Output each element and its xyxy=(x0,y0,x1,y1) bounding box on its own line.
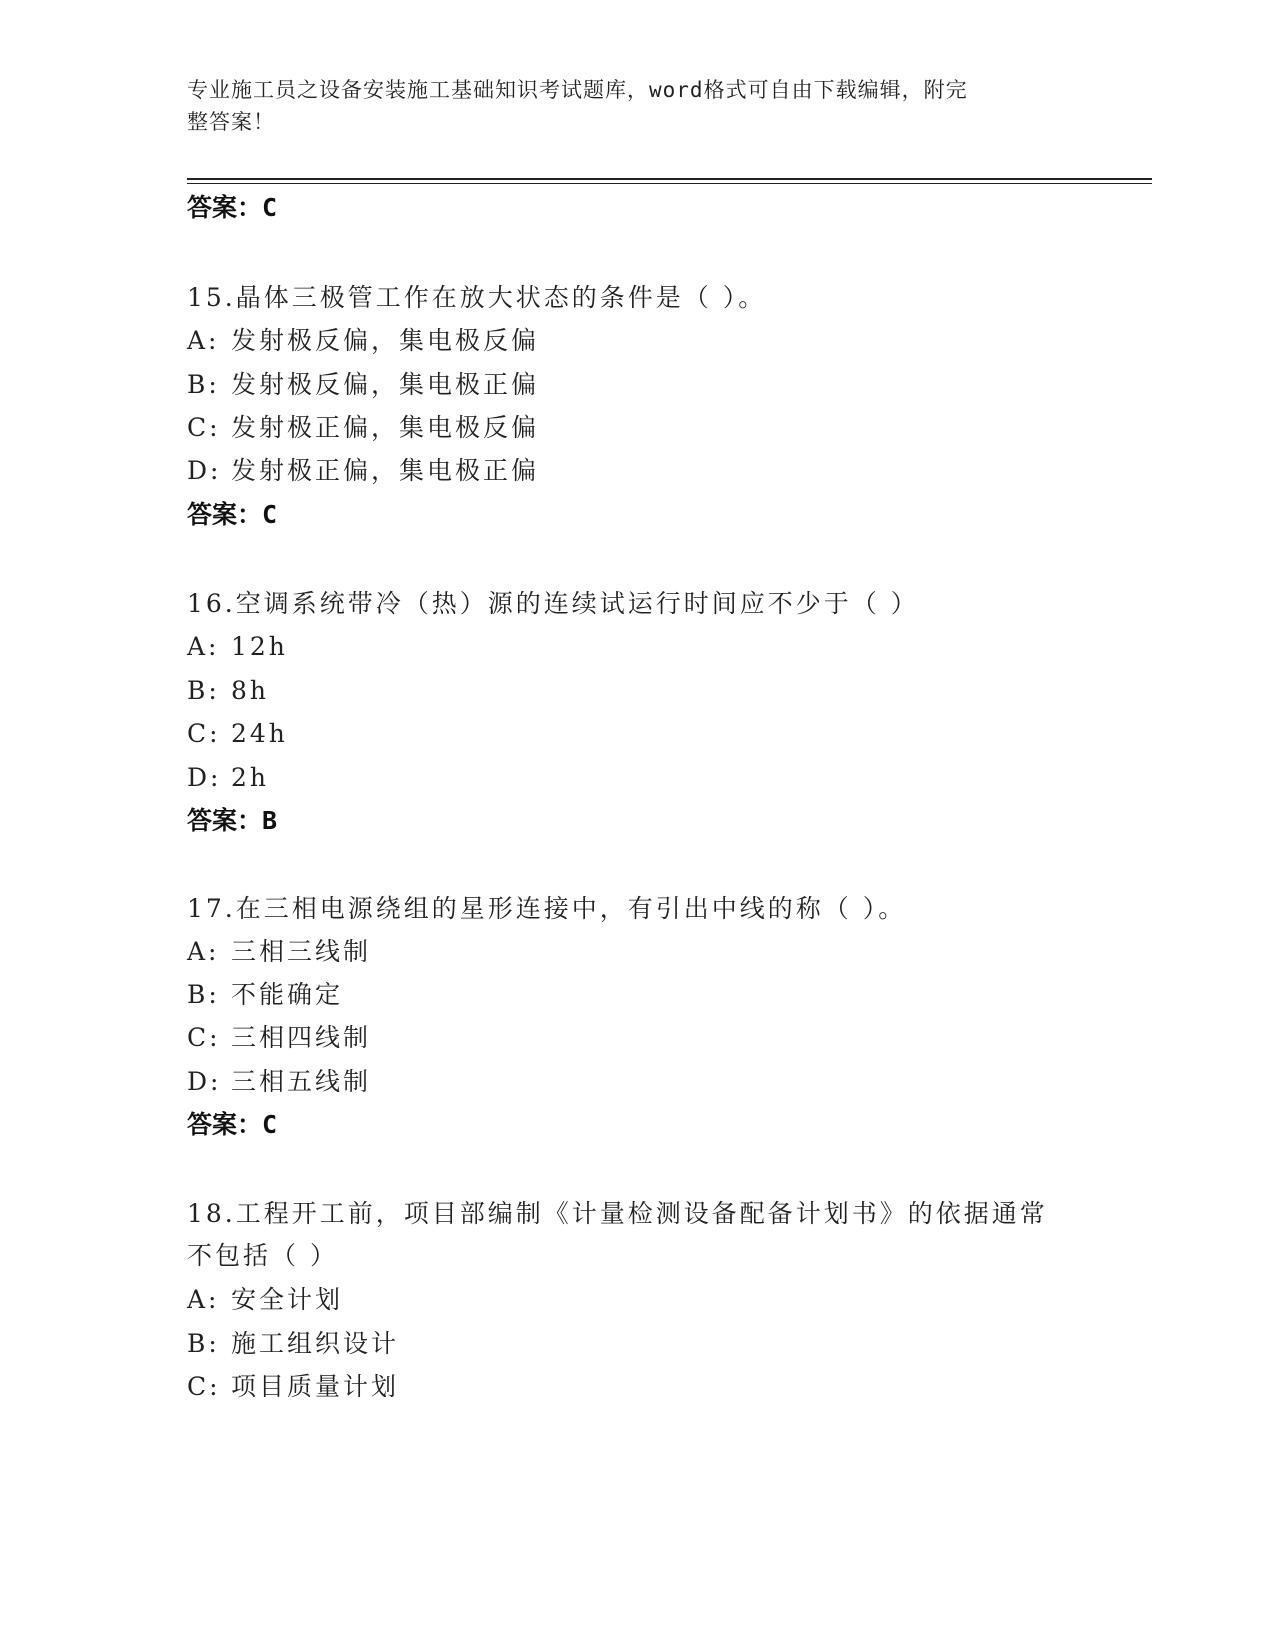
option-letter: D: xyxy=(187,763,222,792)
option-text: 三相三线制 xyxy=(231,937,372,966)
option-text: 发射极正偏，集电极正偏 xyxy=(231,456,540,485)
question-17-option-d xyxy=(187,1066,371,1098)
option-text: 安全计划 xyxy=(231,1285,344,1314)
option-letter: B: xyxy=(187,676,220,705)
option-text: 不能确定 xyxy=(231,980,344,1009)
header-line-1: 专业施工员之设备安装施工基础知识考试题库，word格式可自由下载编辑，附完 xyxy=(187,78,968,102)
header-line-2: 整答案！ xyxy=(187,110,275,134)
question-16-stem: 16.空调系统带冷（热）源的连续试运行时间应不少于（ ） xyxy=(187,589,919,618)
option-text: 12h xyxy=(231,632,288,661)
option-text: 发射极反偏，集电极正偏 xyxy=(231,370,540,399)
header-divider-thin xyxy=(187,183,1152,184)
question-18-option-c xyxy=(187,1371,399,1403)
question-18-option-a xyxy=(187,1284,343,1316)
option-text: 项目质量计划 xyxy=(231,1372,400,1401)
question-17-option-c xyxy=(187,1022,371,1054)
question-16-option-a xyxy=(187,631,288,663)
question-17-option-a xyxy=(187,936,371,968)
option-letter: B: xyxy=(187,980,220,1009)
question-16-answer: 答案：B xyxy=(187,806,278,835)
option-text: 施工组织设计 xyxy=(231,1329,400,1358)
option-text: 三相五线制 xyxy=(231,1067,372,1096)
option-text: 发射极反偏，集电极反偏 xyxy=(231,326,540,355)
option-letter: C: xyxy=(187,1372,221,1401)
option-letter: B: xyxy=(187,370,220,399)
option-letter: A: xyxy=(187,937,220,966)
option-letter: C: xyxy=(187,1023,221,1052)
question-17-answer: 答案：C xyxy=(187,1110,278,1139)
question-15-option-d xyxy=(187,455,539,487)
option-text: 8h xyxy=(231,676,270,705)
question-15-stem: 15.晶体三极管工作在放大状态的条件是（ ）。 xyxy=(187,283,767,312)
question-15-option-a xyxy=(187,325,539,357)
question-16-option-d xyxy=(187,762,269,794)
question-15-option-b xyxy=(187,369,539,401)
option-text: 2h xyxy=(231,763,270,792)
question-16-option-b xyxy=(187,675,269,707)
option-letter: B: xyxy=(187,1329,220,1358)
option-letter: D: xyxy=(187,1067,222,1096)
option-letter: A: xyxy=(187,326,220,355)
option-letter: C: xyxy=(187,719,221,748)
option-text: 三相四线制 xyxy=(231,1023,372,1052)
previous-answer: 答案：C xyxy=(187,193,278,222)
document-header xyxy=(187,74,1067,138)
option-letter: C: xyxy=(187,413,221,442)
question-18-stem-line-1: 18.工程开工前，项目部编制《计量检测设备配备计划书》的依据通常 xyxy=(187,1199,1048,1228)
option-letter: D: xyxy=(187,456,222,485)
option-letter: A: xyxy=(187,632,220,661)
question-15-option-c xyxy=(187,412,539,444)
option-text: 24h xyxy=(231,719,288,748)
question-16-option-c xyxy=(187,718,288,750)
option-text: 发射极正偏，集电极反偏 xyxy=(231,413,540,442)
question-18-option-b xyxy=(187,1328,399,1360)
question-18-stem-line-2: 不包括（ ） xyxy=(187,1241,338,1270)
question-17-stem: 17.在三相电源绕组的星形连接中，有引出中线的称（ ）。 xyxy=(187,894,907,923)
question-17-option-b xyxy=(187,979,343,1011)
option-letter: A: xyxy=(187,1285,220,1314)
header-divider-thick xyxy=(187,178,1152,180)
question-15-answer: 答案：C xyxy=(187,500,278,529)
